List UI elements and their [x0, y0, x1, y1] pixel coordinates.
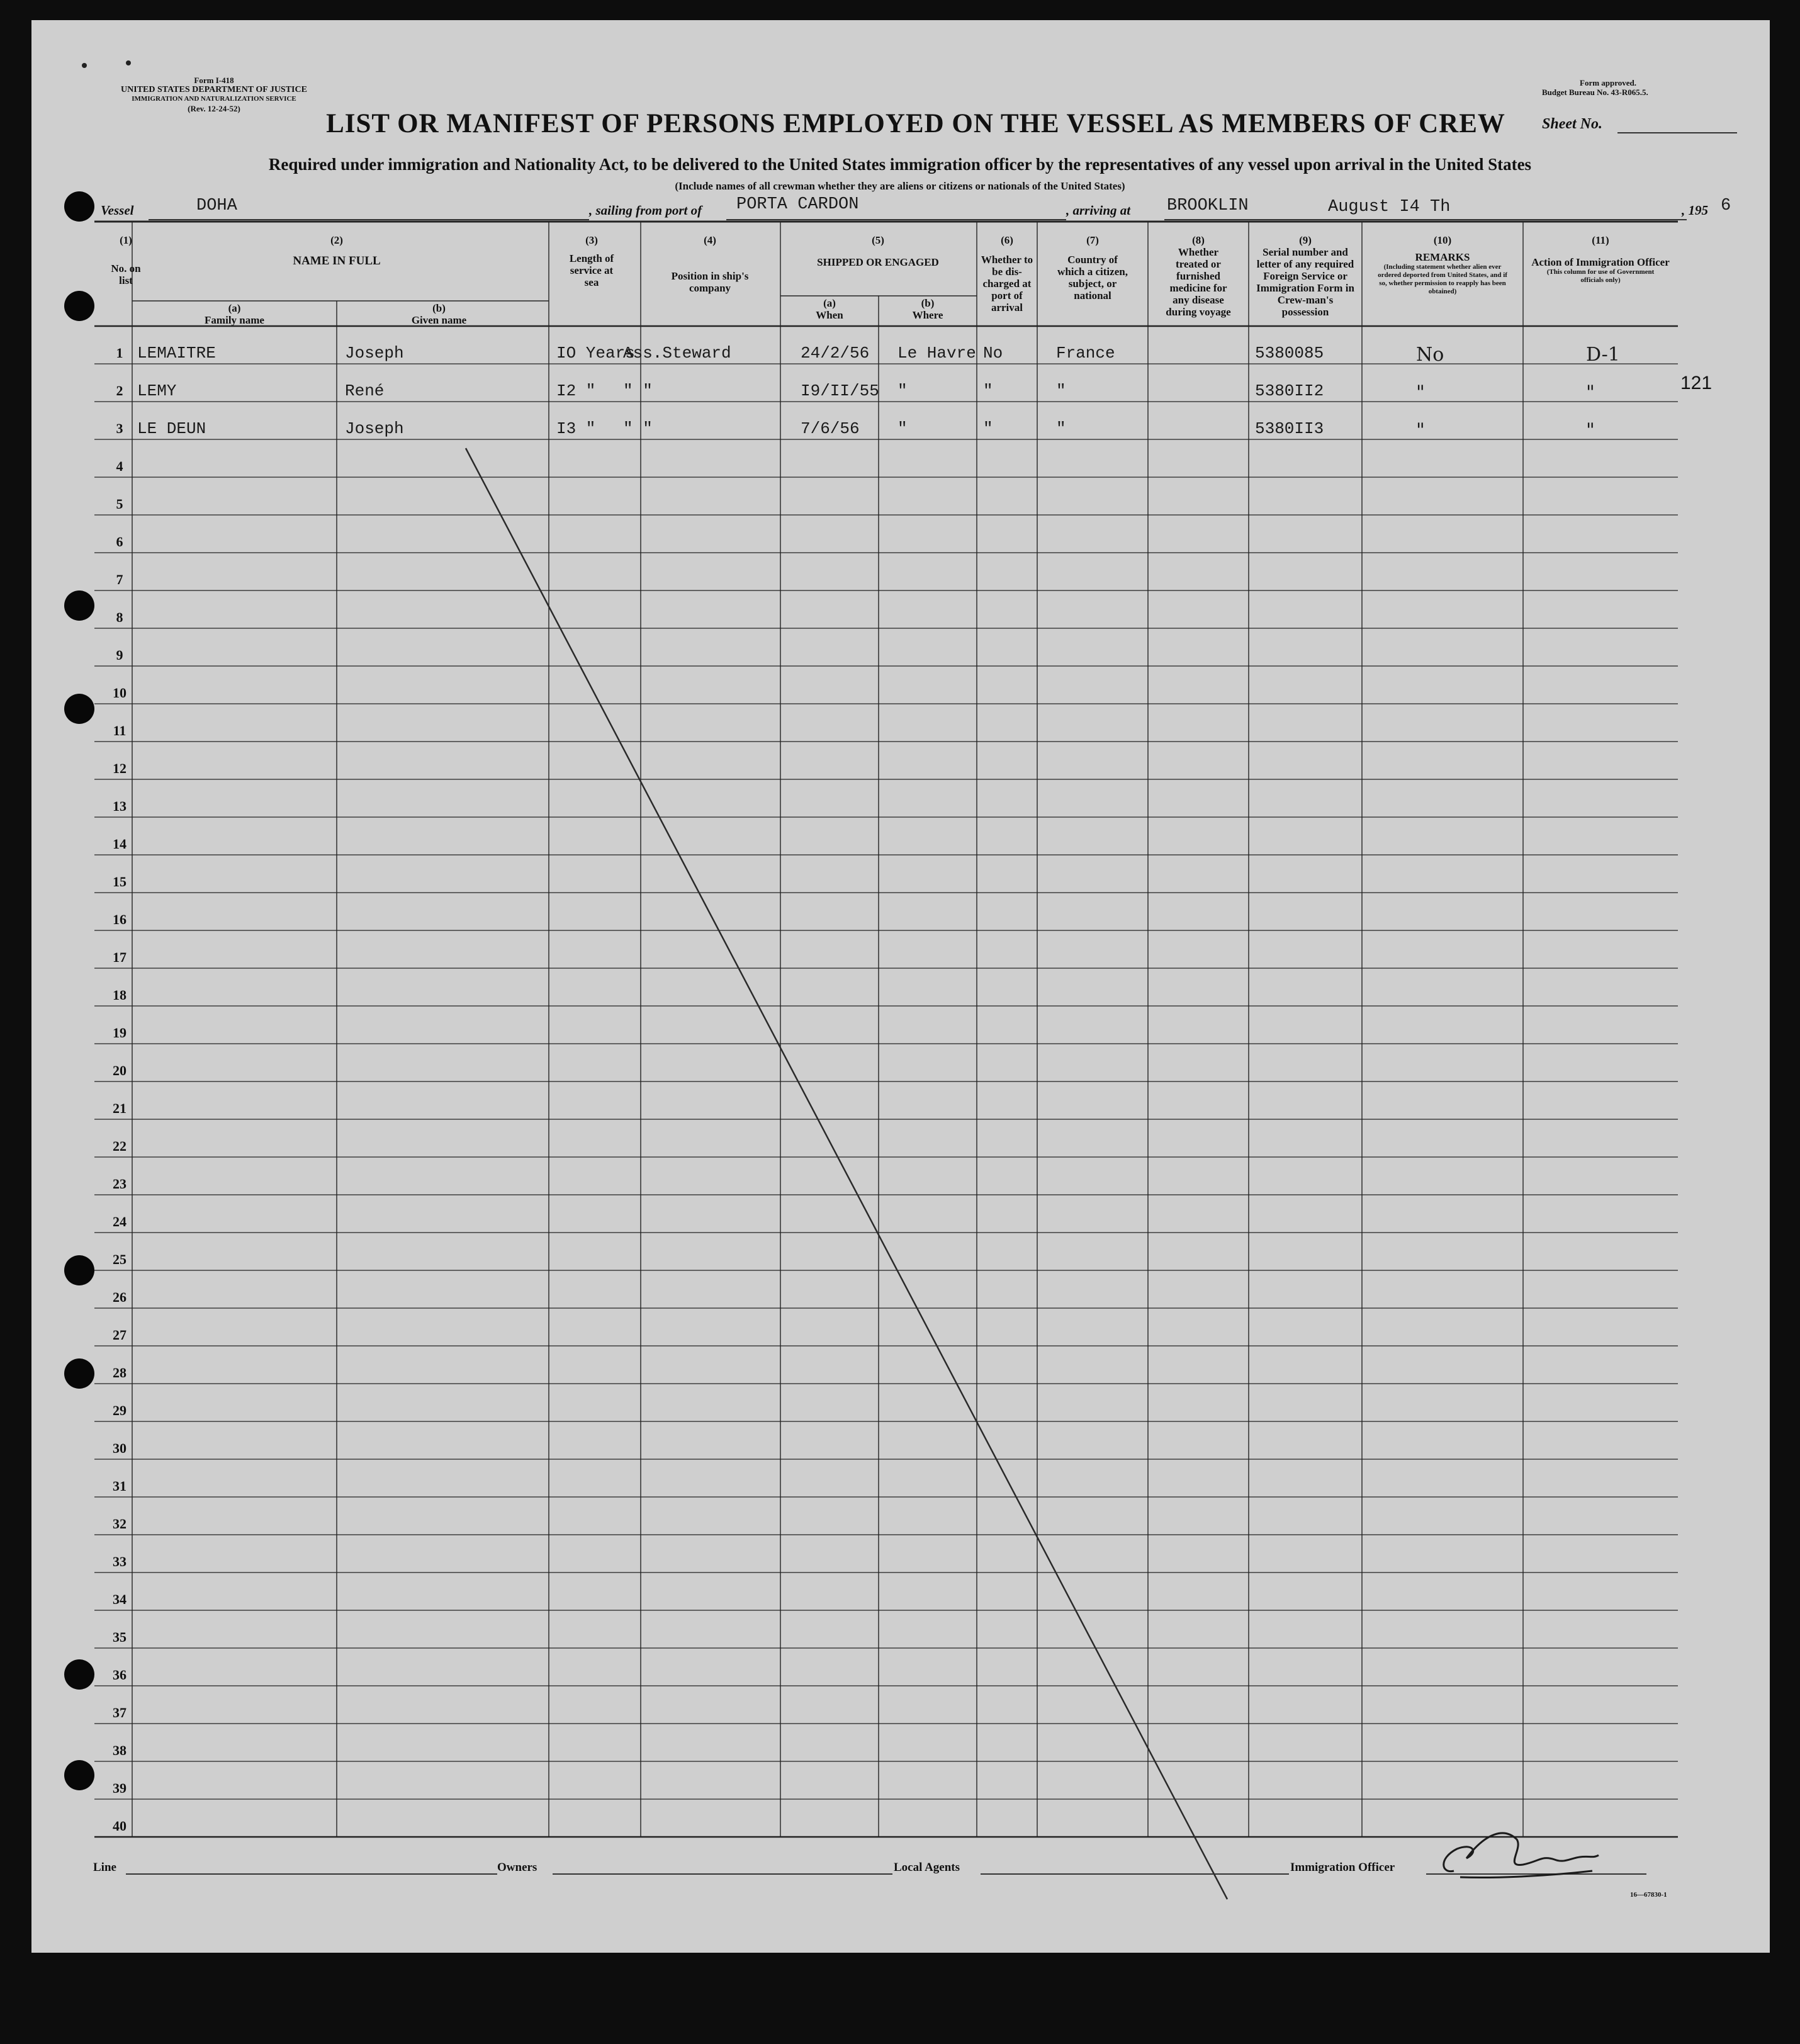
col5b-title: Where — [912, 309, 943, 321]
line-number: 39 — [113, 1780, 127, 1796]
col8-title: Whether treated or furnished medicine for any disease during voyage — [1166, 246, 1231, 318]
col5a-number: (a) — [823, 297, 836, 309]
vessel-name: DOHA — [196, 196, 237, 215]
col6-number: (6) — [1001, 234, 1013, 246]
department-name: UNITED STATES DEPARTMENT OF JUSTICE — [121, 85, 307, 94]
line-number: 3 — [116, 421, 123, 436]
col11-number: (11) — [1592, 234, 1609, 246]
line-number: 17 — [113, 949, 127, 965]
crew-remarks-cell: No — [1416, 344, 1444, 366]
crew-remarks-cell: " — [1416, 419, 1425, 441]
crew-serial-cell: 5380II2 — [1255, 381, 1324, 400]
crew-country-cell: France — [1056, 344, 1115, 363]
footer-agents-label: Local Agents — [894, 1861, 960, 1874]
crew-service-cell: I2 " — [556, 381, 596, 400]
line-number: 20 — [113, 1063, 127, 1078]
crew-discharged-cell: " — [983, 381, 993, 400]
line-number: 28 — [113, 1365, 127, 1381]
crew-family-cell: LEMAITRE — [137, 344, 216, 363]
line-number: 16 — [113, 912, 127, 927]
crew-country-cell: " — [1056, 419, 1066, 438]
officer-signature — [1429, 1821, 1611, 1890]
col2-title: NAME IN FULL — [293, 254, 381, 268]
crew-serial-cell: 5380II3 — [1255, 419, 1324, 438]
line-number: 18 — [113, 987, 127, 1003]
col2b-title: Given name — [411, 314, 467, 326]
footer-agents-field — [981, 1873, 1289, 1875]
vessel-label: Vessel — [101, 203, 134, 218]
line-number: 29 — [113, 1403, 127, 1418]
line-number: 4 — [116, 458, 123, 474]
crew-position-cell: " " — [623, 381, 653, 400]
crew-serial-cell: 5380085 — [1255, 344, 1324, 363]
footer-owners-label: Owners — [497, 1861, 537, 1874]
crew-given-cell: Joseph — [345, 419, 404, 438]
crew-where-cell: " — [897, 419, 908, 438]
col3-number: (3) — [585, 234, 598, 246]
footer-line-label: Line — [93, 1861, 116, 1874]
crew-position-cell: Ass.Steward — [623, 344, 731, 363]
line-number: 13 — [113, 798, 127, 814]
year-label: , 195 — [1682, 203, 1708, 218]
footer-officer-label: Immigration Officer — [1290, 1861, 1395, 1874]
line-number: 30 — [113, 1440, 127, 1456]
line-number: 38 — [113, 1742, 127, 1758]
departure-port: PORTA CARDON — [736, 195, 859, 214]
crew-service-cell: IO Years — [556, 344, 635, 363]
crew-where-cell: Le Havre — [897, 344, 976, 363]
col6-title: Whether to be dis-charged at port of arrival — [981, 254, 1033, 313]
form-revision: (Rev. 12-24-52) — [188, 104, 240, 113]
line-number: 36 — [113, 1667, 127, 1683]
sailing-label: , sailing from port of — [589, 203, 702, 218]
arrival-place: BROOKLIN — [1167, 196, 1249, 215]
crew-discharged-cell: " — [983, 419, 993, 438]
crew-remarks-cell: " — [1416, 381, 1425, 404]
col10-note: (Including statement whether alien ever ordered deported from United States, and if so, whether permission to reapply has been obtained) — [1378, 263, 1507, 295]
print-code: 16—67830-1 — [1630, 1891, 1667, 1899]
form-number: Form I-418 — [194, 76, 234, 85]
line-number: 23 — [113, 1176, 127, 1192]
line-number: 37 — [113, 1705, 127, 1720]
col7-number: (7) — [1086, 234, 1099, 246]
line-number: 27 — [113, 1327, 127, 1343]
form-subnote: (Include names of all crewman whether they are aliens or citizens or nationals of the United States) — [675, 180, 1125, 192]
line-number: 32 — [113, 1516, 127, 1532]
crew-when-cell: 7/6/56 — [801, 419, 860, 438]
form-subtitle: Required under immigration and Nationality Act, to be delivered to the United States immigration officer by the representatives of any vessel upon arrival in the United States — [268, 155, 1532, 174]
crew-family-cell: LE DEUN — [137, 419, 206, 438]
line-number: 21 — [113, 1100, 127, 1116]
line-number: 22 — [113, 1138, 127, 1154]
line-number: 11 — [113, 723, 127, 738]
line-number: 2 — [116, 383, 123, 398]
col10-number: (10) — [1433, 234, 1452, 246]
line-number: 6 — [116, 534, 123, 550]
line-number: 7 — [116, 572, 123, 587]
col11-note: (This column for use of Government officials only) — [1546, 268, 1655, 284]
col4-number: (4) — [704, 234, 716, 246]
crew-where-cell: " — [897, 381, 908, 400]
line-number: 5 — [116, 496, 123, 512]
line-number: 33 — [113, 1554, 127, 1569]
footer-owners-field — [553, 1873, 892, 1875]
col2a-number: (a) — [228, 302, 241, 314]
col10-title: REMARKS — [1415, 251, 1470, 263]
approval-text: Form approved. — [1580, 78, 1637, 88]
year-digit: 6 — [1721, 196, 1731, 215]
col8-number: (8) — [1192, 234, 1205, 246]
col1-number: (1) — [120, 234, 132, 246]
col5a-title: When — [816, 309, 843, 321]
line-number: 24 — [113, 1214, 127, 1229]
arrival-date: August I4 Th — [1328, 198, 1451, 217]
col3-title: Length of service at sea — [569, 252, 614, 288]
line-number: 10 — [113, 685, 127, 701]
col1-title: No. on list — [111, 263, 141, 286]
line-number: 35 — [113, 1629, 127, 1645]
line-number: 12 — [113, 760, 127, 776]
line-number: 9 — [116, 647, 123, 663]
sheet-label: Sheet No. — [1542, 116, 1602, 132]
footer-line-field — [126, 1873, 497, 1875]
manifest-page — [31, 20, 1770, 1953]
col2b-number: (b) — [432, 302, 446, 314]
line-number: 25 — [113, 1251, 127, 1267]
cancel-stroke — [31, 20, 1770, 1953]
crew-given-cell: Joseph — [345, 344, 404, 363]
arriving-label: , arriving at — [1066, 203, 1131, 218]
budget-bureau-number: Budget Bureau No. 43-R065.5. — [1542, 88, 1648, 97]
col7-title: Country of which a citizen, subject, or national — [1057, 254, 1128, 302]
line-number: 26 — [113, 1289, 127, 1305]
col9-number: (9) — [1299, 234, 1312, 246]
crew-country-cell: " — [1056, 381, 1066, 400]
crew-service-cell: I3 " — [556, 419, 596, 438]
col2-number: (2) — [330, 234, 343, 246]
crew-position-cell: " " — [623, 419, 653, 438]
col2a-title: Family name — [205, 314, 264, 326]
crew-action-cell: " — [1586, 381, 1595, 404]
line-number: 8 — [116, 609, 123, 625]
col4-title: Position in ship's company — [671, 270, 749, 294]
col5-title: SHIPPED OR ENGAGED — [817, 256, 939, 268]
form-title: LIST OR MANIFEST OF PERSONS EMPLOYED ON THE VESSEL AS MEMBERS OF CREW — [326, 109, 1505, 138]
line-number: 40 — [113, 1818, 127, 1834]
crew-discharged-cell: No — [983, 344, 1003, 363]
col9-title: Serial number and letter of any required Foreign Service or Immigration Form in Crew-man's possession — [1256, 246, 1354, 318]
col5b-number: (b) — [921, 297, 935, 309]
line-number: 14 — [113, 836, 127, 852]
crew-family-cell: LEMY — [137, 381, 177, 400]
crew-action-cell: " — [1586, 419, 1595, 441]
line-number: 19 — [113, 1025, 127, 1041]
crew-when-cell: 24/2/56 — [801, 344, 870, 363]
line-number: 31 — [113, 1478, 127, 1494]
crew-when-cell: I9/II/55 — [801, 381, 879, 400]
margin-note: 121 — [1680, 373, 1713, 393]
crew-action-cell: D-1 — [1586, 344, 1620, 366]
crew-given-cell: René — [345, 381, 385, 400]
line-number: 1 — [116, 345, 123, 361]
line-number: 15 — [113, 874, 127, 889]
col5-number: (5) — [872, 234, 884, 246]
service-name: IMMIGRATION AND NATURALIZATION SERVICE — [132, 95, 296, 103]
line-number: 34 — [113, 1591, 127, 1607]
col11-title: Action of Immigration Officer — [1531, 256, 1670, 268]
